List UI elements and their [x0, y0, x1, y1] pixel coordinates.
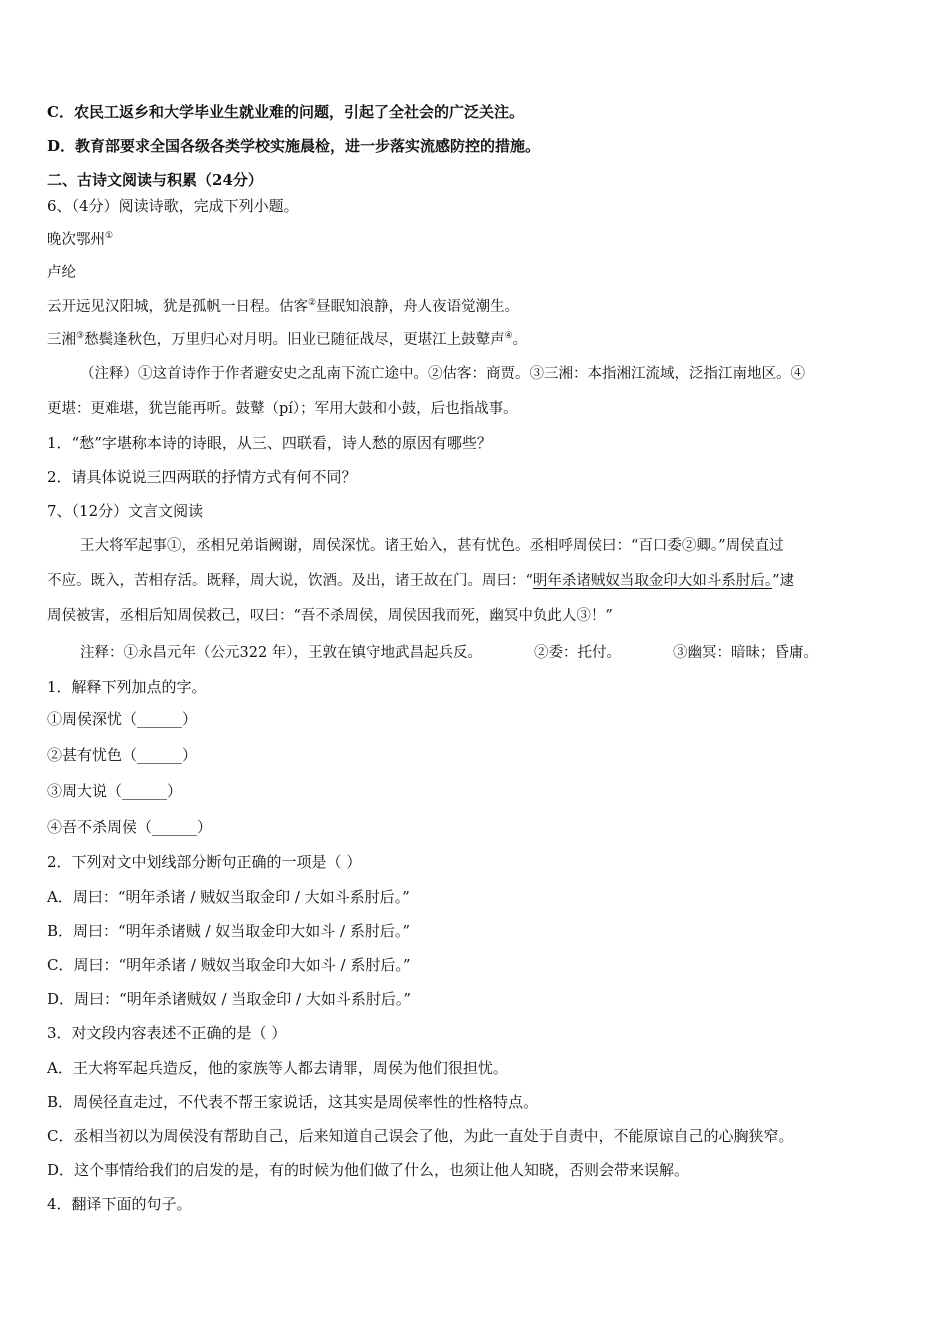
- sub-2-option-b: B．周曰：“明年杀诸贼 / 奴当取金印大如斗 / 系肘后。”: [47, 922, 411, 940]
- underlined-sentence: 明年杀诸贼奴当取金印大如斗系肘后。: [532, 573, 773, 589]
- poem-title: 晚次鄂州①: [47, 231, 114, 248]
- option-d: D．教育部要求全国各级各类学校实施晨检，进一步落实流感防控的措施。: [47, 137, 541, 155]
- poem-notes-line-1: （注释）①这首诗作于作者避安史之乱南下流亡途中。②估客：商贾。③三湘：本指湘江流域，泛指江南地区。④: [80, 366, 805, 382]
- question-7-sub-3: 3．对文段内容表述不正确的是（ ）: [47, 1024, 287, 1042]
- sub-2-option-d: D．周曰：“明年杀诸贼奴 / 当取金印 / 大如斗系肘后。”: [47, 990, 412, 1008]
- poem-notes-line-2: 更堪：更难堪，犹岂能再听。鼓鼙（pí）；军用大鼓和小鼓，后也指战事。: [47, 401, 518, 417]
- word-item-4: ④吾不杀周侯（______）: [47, 818, 213, 836]
- footnote-mark: ②: [308, 298, 317, 309]
- word-item-1: ①周侯深忧（______）: [47, 710, 198, 728]
- passage-notes: 注释：①永昌元年（公元322 年），王敦在镇守地武昌起兵反。 ②委：托付。 ③幽冥：暗昧；昏庸。: [80, 645, 819, 661]
- question-7-sub-1: 1．解释下列加点的字。: [47, 678, 207, 696]
- passage-line-2: 不应。既入，苦相存活。既释，周大说，饮酒。及出，诸王故在门。周曰：“明年杀诸贼奴当取金印大如斗系肘后。”逮: [47, 573, 795, 589]
- question-6-sub-1: 1．“愁”字堪称本诗的诗眼，从三、四联看，诗人愁的原因有哪些？: [47, 434, 492, 452]
- question-7-sub-4: 4．翻译下面的句子。: [47, 1195, 192, 1213]
- passage-line-3: 周侯被害，丞相后知周侯救己，叹曰：“吾不杀周侯，周侯因我而死，幽冥中负此人③！”: [47, 608, 613, 624]
- question-7-intro: 7、（12分）文言文阅读: [47, 502, 204, 520]
- question-6-sub-2: 2．请具体说说三四两联的抒情方式有何不同？: [47, 468, 357, 486]
- footnote-mark: ①: [105, 231, 114, 242]
- passage-line-1: 王大将军起事①，丞相兄弟诣阙谢，周侯深忧。诸王始入，甚有忧色。丞相呼周侯曰：“百口委②卿。”周侯直过: [80, 538, 784, 554]
- option-c: C．农民工返乡和大学毕业生就业难的问题，引起了全社会的广泛关注。: [47, 103, 524, 121]
- footnote-mark: ③: [76, 331, 85, 342]
- word-item-2: ②甚有忧色（______）: [47, 746, 198, 764]
- question-7-sub-2: 2．下列对文中划线部分断句正确的一项是（ ）: [47, 853, 362, 871]
- poem-line-2: 三湘③愁鬓逢秋色，万里归心对月明。旧业已随征战尽，更堪江上鼓鼙声④。: [47, 331, 528, 348]
- word-item-3: ③周大说（______）: [47, 782, 183, 800]
- sub-2-option-a: A．周曰：“明年杀诸 / 贼奴当取金印 / 大如斗系肘后。”: [47, 888, 410, 906]
- footnote-mark: ④: [504, 331, 513, 342]
- sub-3-option-c: C．丞相当初以为周侯没有帮助自己，后来知道自己误会了他，为此一直处于自责中，不能原谅自己的心胸狭窄。: [47, 1127, 794, 1145]
- section-heading: 二、古诗文阅读与积累（24分）: [47, 171, 263, 189]
- sub-2-option-c: C．周曰：“明年杀诸 / 贼奴当取金印大如斗 / 系肘后。”: [47, 956, 411, 974]
- sub-3-option-a: A．王大将军起兵造反，他的家族等人都去请罪，周侯为他们很担忧。: [47, 1059, 508, 1077]
- sub-3-option-d: D．这个事情给我们的启发的是，有的时候为他们做了什么，也须让他人知晓，否则会带来误解。: [47, 1161, 690, 1179]
- sub-3-option-b: B．周侯径直走过，不代表不帮王家说话，这其实是周侯率性的性格特点。: [47, 1093, 539, 1111]
- question-6-intro: 6、（4分）阅读诗歌，完成下列小题。: [47, 197, 299, 215]
- poem-line-1: 云开远见汉阳城，犹是孤帆一日程。估客②昼眠知浪静，舟人夜语觉潮生。: [47, 298, 520, 315]
- poem-author: 卢纶: [47, 265, 76, 281]
